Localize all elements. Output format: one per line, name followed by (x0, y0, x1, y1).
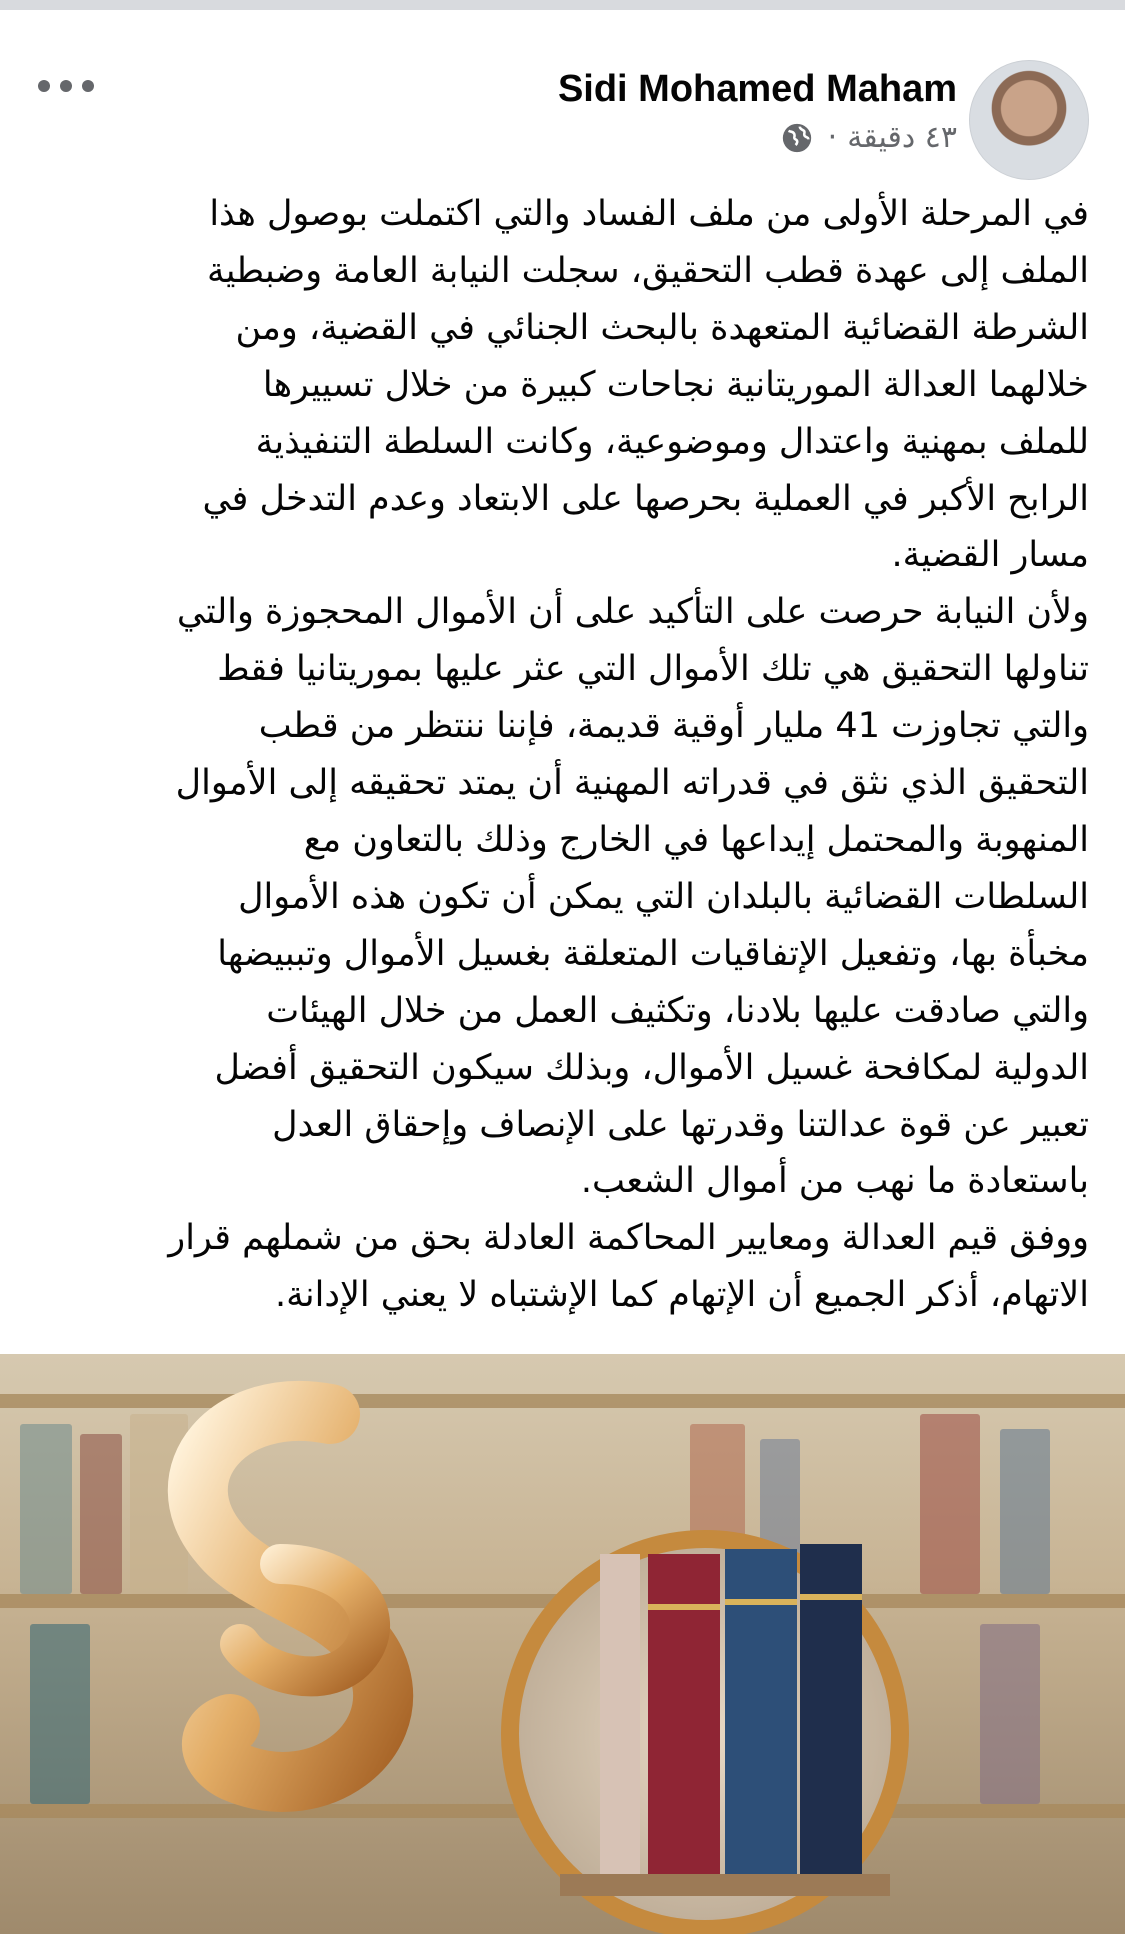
author-name[interactable]: Sidi Mohamed Maham (557, 68, 957, 110)
top-divider (0, 0, 1125, 10)
globe-icon[interactable] (780, 121, 814, 155)
magnifier-icon (510, 1539, 900, 1929)
post-time[interactable]: ٤٣ دقيقة (847, 120, 957, 155)
post-header (0, 10, 1125, 170)
more-horizontal-icon[interactable] (38, 72, 94, 100)
post-image-illustration (0, 1354, 1125, 1934)
section-sign-icon (198, 1411, 383, 1782)
post-meta (780, 120, 957, 155)
avatar[interactable] (969, 60, 1089, 180)
post-image[interactable] (0, 1354, 1125, 1934)
meta-separator: · (827, 120, 838, 155)
post-text: في المرحلة الأولى من ملف الفساد والتي اكتملت بوصول هذا الملف إلى عهدة قطب التحقيق، سجلت النيابة العامة وضبطية الشرطة القضائية المتعهدة بالبحث الجنائي في القضية، ومن خلالهما العدالة الموريتانية نجاحات كبيرة من خلال تسييرها للملف بمهنية واعتدال وموضوعية، وكانت السلطة التنفيذية الرابح الأكبر في العملية بحرصها على الابتعاد وعدم التدخل في مسار القضية. ولأن النيابة حرصت على التأكيد على أن الأموال المحجوزة والتي تناولها التحقيق هي تلك الأموال التي عثر عليها بموريتانيا فقط والتي تجاوزت 41 مليار أوقية قديمة، فإننا ننتظر من قطب التحقيق الذي نثق في قدراته المهنية أن يمتد تحقيقه إلى الأموال المنهوبة والمحتمل إيداعها في الخارج وذلك بالتعاون مع السلطات القضائية بالبلدان التي يمكن أن تكون هذه الأموال مخبأة بها، وتفعيل الإتفاقيات المتعلقة بغسيل الأموال وتببيضها والتي صادقت عليها بلادنا، وتكثيف العمل من خلال الهيئات الدولية لمكافحة غسيل الأموال، وبذلك سيكون التحقيق أفضل تعبير عن قوة عدالتنا وقدرتها على الإنصاف وإحقاق العدل باستعادة ما نهب من أموال الشعب. ووفق قيم العدالة ومعايير المحاكمة العادلة بحق من شملهم قرار الاتهام، أذكر الجميع أن الإتهام كما الإشتباه لا يعني الإدانة. (168, 194, 1089, 1316)
